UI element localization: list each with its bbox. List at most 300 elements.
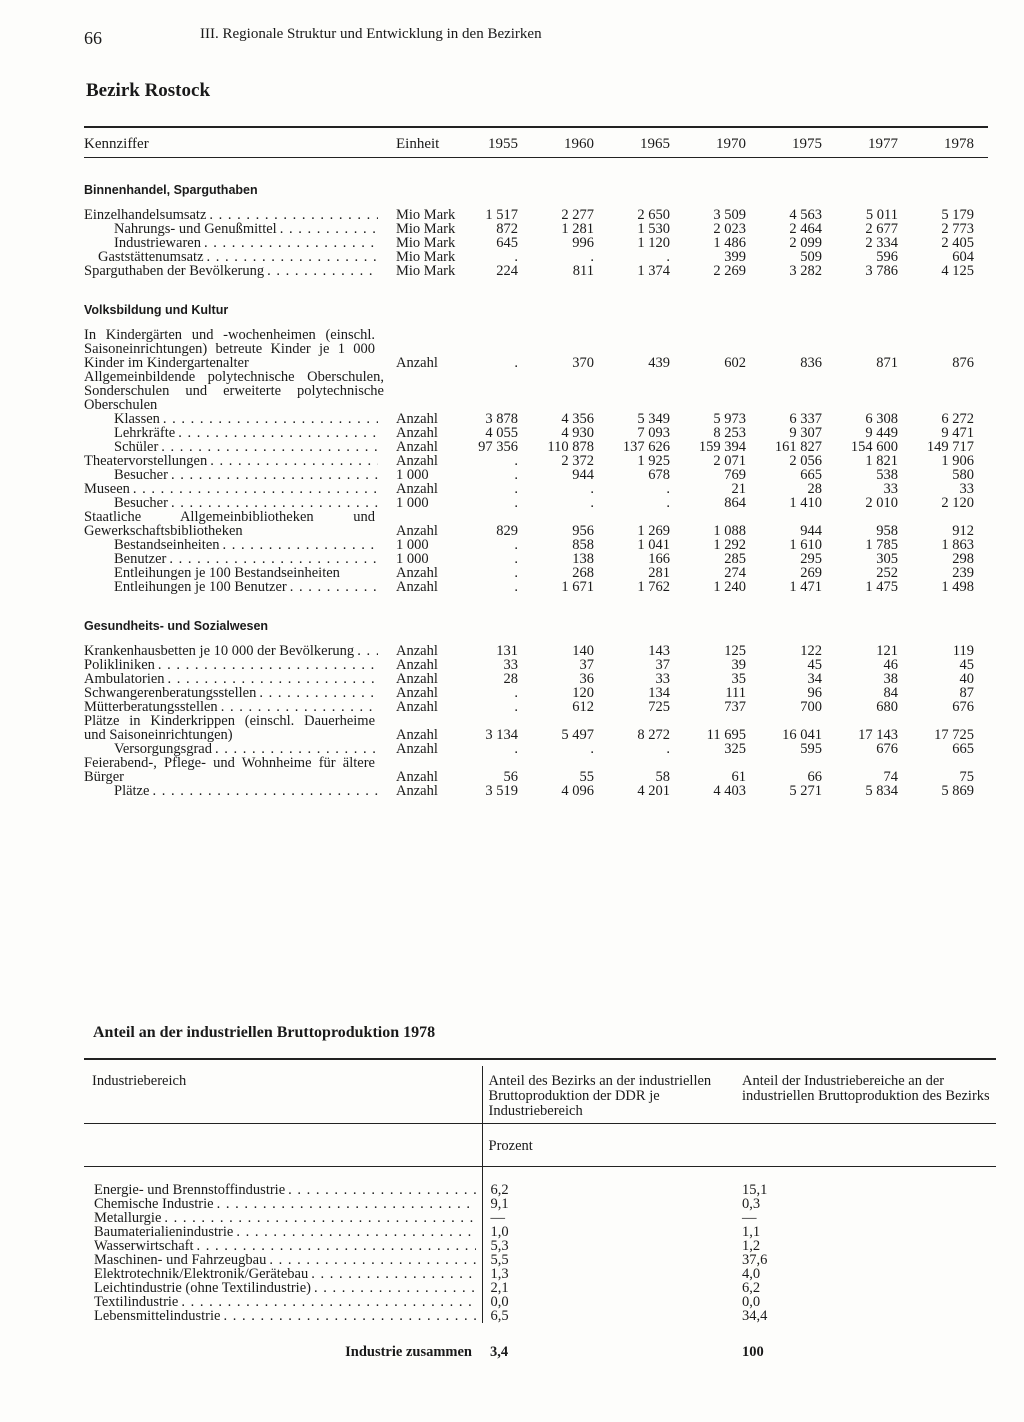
- table-row: [84, 264, 988, 278]
- row-label-cell: [84, 552, 384, 566]
- table-row: [84, 1239, 996, 1253]
- value-cell: 131: [496, 643, 518, 659]
- row-label-cell: [84, 412, 384, 426]
- row-label-cell: [84, 454, 384, 468]
- value-cell: 944: [800, 523, 822, 539]
- leader-dots: [221, 700, 378, 714]
- table-row: [84, 1253, 996, 1267]
- table-row: [84, 222, 988, 236]
- header-year: 1978: [944, 136, 974, 152]
- leader-dots: [169, 552, 378, 566]
- leader-dots: [223, 538, 378, 552]
- leader-dots: [168, 672, 378, 686]
- row-label-cell: [84, 538, 384, 552]
- value-cell: 21: [731, 481, 746, 497]
- value-cell: 956: [572, 523, 594, 539]
- value-cell: 17 725: [934, 727, 974, 743]
- industry-label-cell: [84, 1167, 482, 1198]
- row-label-cell: [84, 426, 384, 440]
- value-cell: 137 626: [622, 439, 670, 455]
- row-label-cell: [84, 236, 384, 250]
- value-cell: 3 878: [485, 411, 518, 427]
- page-number: 66: [84, 28, 102, 48]
- value-cell: 4 125: [941, 263, 974, 279]
- value-cell: 538: [876, 467, 898, 483]
- value-cell: 154 600: [850, 439, 898, 455]
- table-row: [84, 672, 988, 686]
- table-row: [84, 566, 988, 580]
- table-row: [84, 1267, 996, 1281]
- row-unit: 1 000: [396, 495, 429, 511]
- value-cell: 161 827: [774, 439, 822, 455]
- value-cell: 66: [807, 769, 822, 785]
- row-label: In Kindergärten und -wochenheimen (einschl. Saisoneinrichtungen) betreute Kinder je 1 000 Kinder im Kindergartenalter: [84, 328, 375, 370]
- row-unit: 1 000: [396, 467, 429, 483]
- value-cell: 1 517: [485, 207, 518, 223]
- value-cell: .: [666, 741, 670, 757]
- value-cell: .: [514, 699, 518, 715]
- row-label-cell: [84, 644, 384, 658]
- table-row: [84, 468, 988, 482]
- row-label: Theatervorstellungen: [84, 454, 208, 468]
- value-cell: 5 869: [941, 783, 974, 799]
- leader-dots: [267, 264, 378, 278]
- value-cell: 2 464: [789, 221, 822, 237]
- industry-label: Elektrotechnik/Elektronik/Gerätebau: [94, 1266, 309, 1282]
- row-unit: Anzahl: [396, 643, 438, 659]
- value-cell: 836: [800, 355, 822, 371]
- value-cell: 958: [876, 523, 898, 539]
- row-label: Allgemeinbildende polytechnische Oberschulen, Sonderschulen und erweiterte polytechnische Oberschulen: [84, 370, 384, 412]
- value-cell: 1 486: [713, 235, 746, 251]
- row-label-cell: [84, 658, 384, 672]
- value-cell: .: [590, 741, 594, 757]
- table-row: [84, 538, 988, 552]
- value-cell: 4 930: [561, 425, 594, 441]
- value-cell: 28: [503, 671, 518, 687]
- row-unit: Mio Mark: [396, 249, 456, 265]
- value-cell: 829: [496, 523, 518, 539]
- value-cell: 811: [572, 263, 594, 279]
- value-cell: 2 120: [941, 495, 974, 511]
- value-cell: 274: [724, 565, 746, 581]
- value-cell: 4 403: [713, 783, 746, 799]
- row-label-cell: [84, 742, 384, 756]
- value-cell: 111: [725, 685, 746, 701]
- total-share-of-district: 100: [742, 1344, 764, 1360]
- value-cell: 1 374: [637, 263, 670, 279]
- row-unit: Anzahl: [396, 685, 438, 701]
- row-label: Lehrkräfte: [114, 426, 176, 440]
- row-unit: Anzahl: [396, 439, 438, 455]
- value-cell: 1 906: [941, 453, 974, 469]
- row-unit: Anzahl: [396, 355, 438, 371]
- value-cell: 58: [655, 769, 670, 785]
- row-label: Nahrungs- und Genußmittel: [114, 222, 277, 236]
- value-cell: 4 055: [485, 425, 518, 441]
- value-cell: 1 281: [561, 221, 594, 237]
- industry-label: Lebensmittelindustrie: [94, 1308, 221, 1324]
- total-label: Industrie zusammen: [345, 1344, 472, 1360]
- value-cell: 2 334: [865, 235, 898, 251]
- leader-dots: [269, 1253, 475, 1267]
- table-row: [84, 552, 988, 566]
- row-label: Museen: [84, 482, 130, 496]
- value-cell: .: [514, 355, 518, 371]
- value-cell: 121: [876, 643, 898, 659]
- share-of-ddr-value: 6,5: [482, 1309, 736, 1323]
- value-cell: 439: [648, 355, 670, 371]
- value-cell: 298: [952, 551, 974, 567]
- value-cell: 138: [572, 551, 594, 567]
- industry-label: Wasserwirtschaft: [94, 1238, 194, 1254]
- value-cell: 769: [724, 467, 746, 483]
- row-label: Benutzer: [114, 552, 167, 566]
- leader-dots: [171, 496, 378, 510]
- value-cell: 1 925: [637, 453, 670, 469]
- row-unit: Anzahl: [396, 453, 438, 469]
- row-unit: 1 000: [396, 537, 429, 553]
- group-title: Gesundheits- und Sozialwesen: [84, 619, 269, 633]
- row-label-cell: [84, 686, 384, 700]
- industry-label-cell: [84, 1281, 482, 1295]
- value-cell: 325: [724, 741, 746, 757]
- industry-label: Metallurgie: [94, 1210, 162, 1226]
- value-cell: 34: [807, 671, 822, 687]
- industry-label-cell: [84, 1267, 482, 1281]
- value-cell: 3 786: [865, 263, 898, 279]
- table-row: [84, 510, 988, 538]
- value-cell: 2 099: [789, 235, 822, 251]
- value-cell: .: [514, 481, 518, 497]
- group-header-row: [84, 158, 988, 209]
- row-label-cell: [84, 482, 384, 496]
- row-label: Klassen: [114, 412, 160, 426]
- value-cell: 580: [952, 467, 974, 483]
- value-cell: 399: [724, 249, 746, 265]
- share-of-ddr-value: 2,1: [482, 1281, 736, 1295]
- value-cell: 166: [648, 551, 670, 567]
- value-cell: 596: [876, 249, 898, 265]
- header-anteil-bezirk: Anteil des Bezirks an der industriellen Bruttoproduktion der DDR je Industriebereich: [482, 1066, 736, 1124]
- value-cell: 8 253: [713, 425, 746, 441]
- leader-dots: [197, 1239, 476, 1253]
- industry-share-table: [84, 1066, 996, 1359]
- table-row: [84, 328, 988, 370]
- row-label: Polikliniken: [84, 658, 155, 672]
- row-unit: Anzahl: [396, 769, 438, 785]
- leader-dots: [207, 250, 378, 264]
- share-of-district-value: 0,0: [742, 1294, 761, 1310]
- leader-dots: [133, 482, 378, 496]
- industry-label-cell: [84, 1211, 482, 1225]
- header-anteil-industriebereiche: Anteil der Industriebereiche an der industriellen Bruttoproduktion des Bezirks: [742, 1073, 990, 1104]
- value-cell: 96: [807, 685, 822, 701]
- row-label: Gaststättenumsatz: [98, 250, 204, 264]
- value-cell: 45: [807, 657, 822, 673]
- table-row: [84, 644, 988, 658]
- table2-header-row: [84, 1066, 996, 1124]
- value-cell: .: [514, 495, 518, 511]
- share-of-ddr-value: 1,0: [482, 1225, 736, 1239]
- value-cell: 1 471: [789, 579, 822, 595]
- share-of-district-value: 15,1: [742, 1182, 768, 1198]
- value-cell: 1 498: [941, 579, 974, 595]
- leader-dots: [223, 1309, 475, 1323]
- value-cell: 2 023: [713, 221, 746, 237]
- row-unit: [384, 370, 456, 412]
- row-label: Staatliche Allgemeinbibliotheken und Gewerkschaftsbibliotheken: [84, 510, 375, 538]
- row-label: Feierabend-, Pflege- und Wohnheime für ältere Bürger: [84, 756, 375, 784]
- value-cell: 1 269: [637, 523, 670, 539]
- value-cell: .: [514, 537, 518, 553]
- row-unit: Anzahl: [396, 411, 438, 427]
- value-cell: [836, 370, 912, 412]
- total-row: [84, 1323, 996, 1359]
- leader-dots: [357, 644, 378, 658]
- value-cell: 6 308: [865, 411, 898, 427]
- value-cell: .: [514, 453, 518, 469]
- row-label: Krankenhausbetten je 10 000 der Bevölkerung: [84, 644, 355, 658]
- value-cell: 1 863: [941, 537, 974, 553]
- share-of-district-value: 4,0: [742, 1266, 761, 1282]
- table-row: [84, 742, 988, 756]
- value-cell: .: [514, 551, 518, 567]
- value-cell: 872: [496, 221, 518, 237]
- leader-dots: [163, 412, 378, 426]
- leader-dots: [178, 426, 378, 440]
- row-unit: Anzahl: [396, 671, 438, 687]
- value-cell: 3 282: [789, 263, 822, 279]
- industry-label: Chemische Industrie: [94, 1196, 214, 1212]
- unit-prozent: Prozent: [482, 1124, 736, 1167]
- row-label-cell: [84, 250, 384, 264]
- row-label-cell: [84, 784, 384, 798]
- group-header-row: [84, 278, 988, 328]
- value-cell: .: [514, 565, 518, 581]
- row-unit: Mio Mark: [396, 263, 456, 279]
- value-cell: 4 356: [561, 411, 594, 427]
- table-row: [84, 482, 988, 496]
- row-unit: Mio Mark: [396, 207, 456, 223]
- value-cell: .: [590, 249, 594, 265]
- value-cell: 33: [503, 657, 518, 673]
- value-cell: 28: [807, 481, 822, 497]
- value-cell: 55: [579, 769, 594, 785]
- row-label: Plätze in Kinderkrippen (einschl. Dauerheime und Saisoneinrichtungen): [84, 714, 375, 742]
- value-cell: 143: [648, 643, 670, 659]
- value-cell: 5 973: [713, 411, 746, 427]
- row-label-cell: [84, 580, 384, 594]
- industry-label: Leichtindustrie (ohne Textilindustrie): [94, 1280, 311, 1296]
- row-label: Ambulatorien: [84, 672, 165, 686]
- value-cell: 33: [655, 671, 670, 687]
- row-label: Besucher: [114, 468, 168, 482]
- value-cell: 35: [731, 671, 746, 687]
- value-cell: 4 563: [789, 207, 822, 223]
- leader-dots: [204, 236, 378, 250]
- value-cell: 56: [503, 769, 518, 785]
- row-label-cell: [84, 756, 384, 784]
- value-cell: 3 509: [713, 207, 746, 223]
- value-cell: .: [666, 249, 670, 265]
- value-cell: 737: [724, 699, 746, 715]
- value-cell: .: [514, 685, 518, 701]
- value-cell: 595: [800, 741, 822, 757]
- value-cell: 140: [572, 643, 594, 659]
- value-cell: 858: [572, 537, 594, 553]
- table-row: [84, 580, 988, 594]
- leader-dots: [288, 1183, 475, 1197]
- table-row: [84, 496, 988, 510]
- value-cell: 8 272: [637, 727, 670, 743]
- row-label: Industriewaren: [114, 236, 201, 250]
- row-label-cell: [84, 566, 384, 580]
- value-cell: 6 337: [789, 411, 822, 427]
- industry-label-cell: [84, 1309, 482, 1323]
- value-cell: 224: [496, 263, 518, 279]
- value-cell: 9 307: [789, 425, 822, 441]
- share-of-district-value: 34,4: [742, 1308, 768, 1324]
- row-label-cell: [84, 700, 384, 714]
- leader-dots: [217, 1197, 476, 1211]
- value-cell: 11 695: [706, 727, 746, 743]
- value-cell: 676: [876, 741, 898, 757]
- running-head: III. Regionale Struktur und Entwicklung in den Bezirken: [200, 26, 542, 42]
- row-unit: Anzahl: [396, 657, 438, 673]
- row-label-cell: [84, 440, 384, 454]
- value-cell: 122: [800, 643, 822, 659]
- value-cell: 2 071: [713, 453, 746, 469]
- row-label: Entleihungen je 100 Benutzer: [114, 580, 287, 594]
- table-row: [84, 686, 988, 700]
- value-cell: .: [590, 481, 594, 497]
- table-row: [84, 1281, 996, 1295]
- table-row: [84, 1211, 996, 1225]
- share-of-ddr-value: 5,3: [482, 1239, 736, 1253]
- table-row: [84, 208, 988, 222]
- row-label: Versorgungsgrad: [114, 742, 212, 756]
- value-cell: 46: [883, 657, 898, 673]
- share-of-district-value: 0,3: [742, 1196, 761, 1212]
- row-label: Bestandseinheiten: [114, 538, 220, 552]
- value-cell: 295: [800, 551, 822, 567]
- value-cell: 2 056: [789, 453, 822, 469]
- value-cell: 871: [876, 355, 898, 371]
- value-cell: 37: [655, 657, 670, 673]
- value-cell: [456, 370, 532, 412]
- value-cell: 2 650: [637, 207, 670, 223]
- table1-header-row: [84, 135, 988, 158]
- leader-dots: [210, 454, 378, 468]
- value-cell: 680: [876, 699, 898, 715]
- value-cell: 61: [731, 769, 746, 785]
- leader-dots: [259, 686, 378, 700]
- header-year: 1977: [868, 136, 898, 152]
- value-cell: 678: [648, 467, 670, 483]
- row-label: Entleihungen je 100 Bestandseinheiten: [114, 566, 340, 580]
- value-cell: 602: [724, 355, 746, 371]
- value-cell: 39: [731, 657, 746, 673]
- industry-label: Baumaterialienindustrie: [94, 1224, 234, 1240]
- row-unit: Anzahl: [396, 523, 438, 539]
- table-row: [84, 1197, 996, 1211]
- value-cell: 84: [883, 685, 898, 701]
- value-cell: 700: [800, 699, 822, 715]
- value-cell: .: [514, 249, 518, 265]
- value-cell: 5 179: [941, 207, 974, 223]
- value-cell: 5 834: [865, 783, 898, 799]
- row-label: Einzelhandelsumsatz: [84, 208, 207, 222]
- value-cell: 2 010: [865, 495, 898, 511]
- row-unit: Mio Mark: [396, 235, 456, 251]
- value-cell: .: [514, 741, 518, 757]
- industry-label-cell: [84, 1225, 482, 1239]
- leader-dots: [152, 784, 378, 798]
- value-cell: 1 475: [865, 579, 898, 595]
- value-cell: 665: [952, 741, 974, 757]
- value-cell: 9 449: [865, 425, 898, 441]
- value-cell: 1 785: [865, 537, 898, 553]
- value-cell: 1 120: [637, 235, 670, 251]
- value-cell: 996: [572, 235, 594, 251]
- value-cell: 149 717: [926, 439, 974, 455]
- table-row: [84, 412, 988, 426]
- industry-label: Maschinen- und Fahrzeugbau: [94, 1252, 267, 1268]
- value-cell: 268: [572, 565, 594, 581]
- row-label-cell: [84, 208, 384, 222]
- value-cell: 36: [579, 671, 594, 687]
- value-cell: [760, 370, 836, 412]
- header-year: 1975: [792, 136, 822, 152]
- value-cell: 5 497: [561, 727, 594, 743]
- group-title: Volksbildung und Kultur: [84, 303, 229, 317]
- value-cell: 134: [648, 685, 670, 701]
- value-cell: [608, 370, 684, 412]
- table-row: [84, 440, 988, 454]
- value-cell: 17 143: [858, 727, 898, 743]
- row-label-cell: [84, 328, 384, 370]
- value-cell: 38: [883, 671, 898, 687]
- share-of-district-value: —: [742, 1210, 757, 1226]
- row-unit: Anzahl: [396, 699, 438, 715]
- value-cell: 281: [648, 565, 670, 581]
- leader-dots: [290, 580, 378, 594]
- value-cell: 1 240: [713, 579, 746, 595]
- value-cell: 5 349: [637, 411, 670, 427]
- value-cell: 125: [724, 643, 746, 659]
- header-year: 1965: [640, 136, 670, 152]
- share-of-ddr-value: 5,5: [482, 1253, 736, 1267]
- value-cell: 1 292: [713, 537, 746, 553]
- value-cell: 5 011: [865, 207, 898, 223]
- value-cell: 645: [496, 235, 518, 251]
- value-cell: .: [666, 495, 670, 511]
- leader-dots: [209, 208, 378, 222]
- value-cell: 45: [959, 657, 974, 673]
- value-cell: 1 762: [637, 579, 670, 595]
- leader-dots: [236, 1225, 475, 1239]
- value-cell: 239: [952, 565, 974, 581]
- table-row: [84, 1295, 996, 1309]
- header-year: 1955: [488, 136, 518, 152]
- industry-label-cell: [84, 1295, 482, 1309]
- value-cell: 305: [876, 551, 898, 567]
- leader-dots: [158, 658, 378, 672]
- table-row: [84, 1309, 996, 1323]
- table2-unit-row: [84, 1124, 996, 1167]
- value-cell: 40: [959, 671, 974, 687]
